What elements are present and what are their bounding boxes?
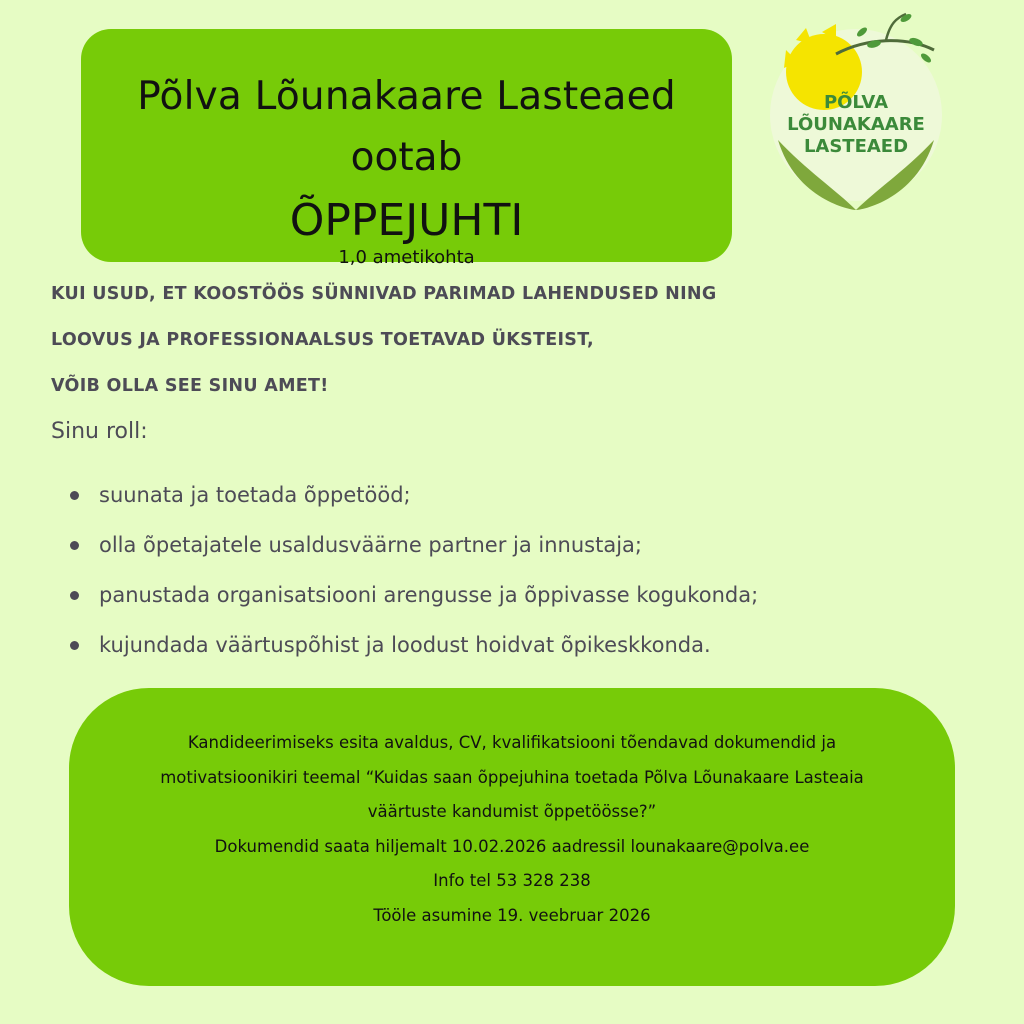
footer-line: väärtuste kandumist õppetöösse?”: [367, 802, 657, 821]
list-item-text: panustada organisatsiooni arengusse ja õppivasse kogukonda;: [99, 583, 759, 607]
bullet-icon: [70, 591, 79, 600]
header-workload: 1,0 ametikohta: [338, 247, 475, 268]
list-item: [70, 520, 758, 570]
list-item-text: olla õpetajatele usaldusväärne partner ja innustaja;: [99, 533, 642, 557]
bullet-icon: [70, 641, 79, 650]
list-item: [70, 570, 758, 620]
footer-line: Dokumendid saata hiljemalt 10.02.2026 aadressil lounakaare@polva.ee: [214, 836, 810, 856]
logo-line: LASTEAED: [803, 136, 909, 157]
bullet-icon: [70, 491, 79, 500]
kindergarten-logo: [766, 10, 946, 215]
logo-line: LÕUNAKAARE: [787, 114, 925, 135]
logo-text: [766, 92, 946, 158]
lead-text: [51, 281, 717, 419]
role-heading: Sinu roll:: [51, 419, 148, 444]
header-title: Põlva Lõunakaare Lasteaed: [137, 74, 676, 119]
application-info-box: [69, 688, 955, 986]
list-item: [70, 620, 758, 670]
header-banner: [81, 29, 732, 268]
footer-line: motivatsioonikiri teemal “Kuidas saan õppejuhina toetada Põlva Lõunakaare Lasteaia: [160, 767, 864, 787]
footer-line: Tööle asumine 19. veebruar 2026: [373, 905, 651, 925]
list-item-text: kujundada väärtuspõhist ja loodust hoidvat õpikeskkonda.: [99, 633, 711, 657]
bullet-icon: [70, 541, 79, 550]
lead-line: KUI USUD, ET KOOSTÖÖS SÜNNIVAD PARIMAD LAHENDUSED NING: [51, 284, 717, 304]
role-list: [70, 470, 758, 670]
logo-line: PÕLVA: [823, 92, 889, 113]
header-subtitle: ootab: [350, 135, 463, 180]
footer-line: Kandideerimiseks esita avaldus, CV, kvalifikatsiooni tõendavad dokumendid ja: [187, 733, 837, 752]
header-position: ÕPPEJUHTI: [289, 195, 524, 246]
footer-line: Info tel 53 328 238: [433, 871, 591, 890]
lead-line: VÕIB OLLA SEE SINU AMET!: [51, 376, 329, 396]
list-item-text: suunata ja toetada õppetööd;: [99, 483, 411, 507]
list-item: [70, 470, 758, 520]
lead-line: LOOVUS JA PROFESSIONAALSUS TOETAVAD ÜKSTEIST,: [51, 330, 594, 350]
